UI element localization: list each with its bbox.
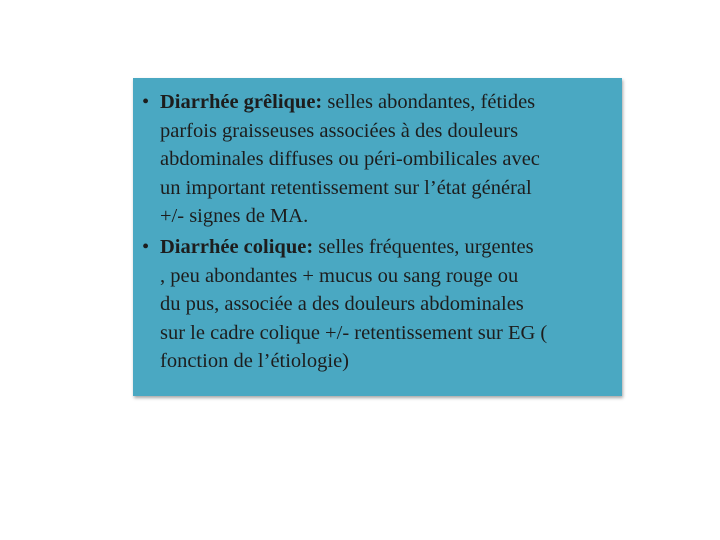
bullet-line: fonction de l’étiologie) [160, 350, 349, 373]
bullet-line: +/- signes de MA. [160, 205, 309, 228]
bullet-first-line [160, 233, 614, 262]
bullet-line: du pus, associée a des douleurs abdominales [160, 293, 524, 316]
content-panel [133, 78, 622, 396]
bullet-line: un important retentissement sur l’état général [160, 176, 532, 199]
bullet-line: , peu abondantes + mucus ou sang rouge ou [160, 264, 519, 287]
bullet-term: Diarrhée grêlique: [160, 91, 323, 113]
bullet-term: Diarrhée colique: [160, 235, 314, 258]
bullet-item-grelique [141, 88, 614, 231]
bullet-icon: • [142, 91, 150, 113]
bullet-first-line [160, 88, 614, 117]
bullet-line: abdominales diffuses ou péri-ombilicales avec [160, 148, 540, 171]
bullet-icon: • [142, 235, 150, 258]
bullet-text [160, 88, 614, 231]
bullet-first-line-text: selles fréquentes, urgentes [313, 235, 534, 258]
bullet-line: sur le cadre colique +/- retentissement sur EG ( [160, 321, 548, 344]
bullet-line: parfois graisseuses associées à des douleurs [160, 119, 519, 142]
bullet-list [141, 88, 614, 376]
bullet-item-colique [141, 233, 614, 376]
bullet-text [160, 233, 614, 376]
bullet-first-line-text: selles abondantes, fétides [322, 91, 536, 113]
